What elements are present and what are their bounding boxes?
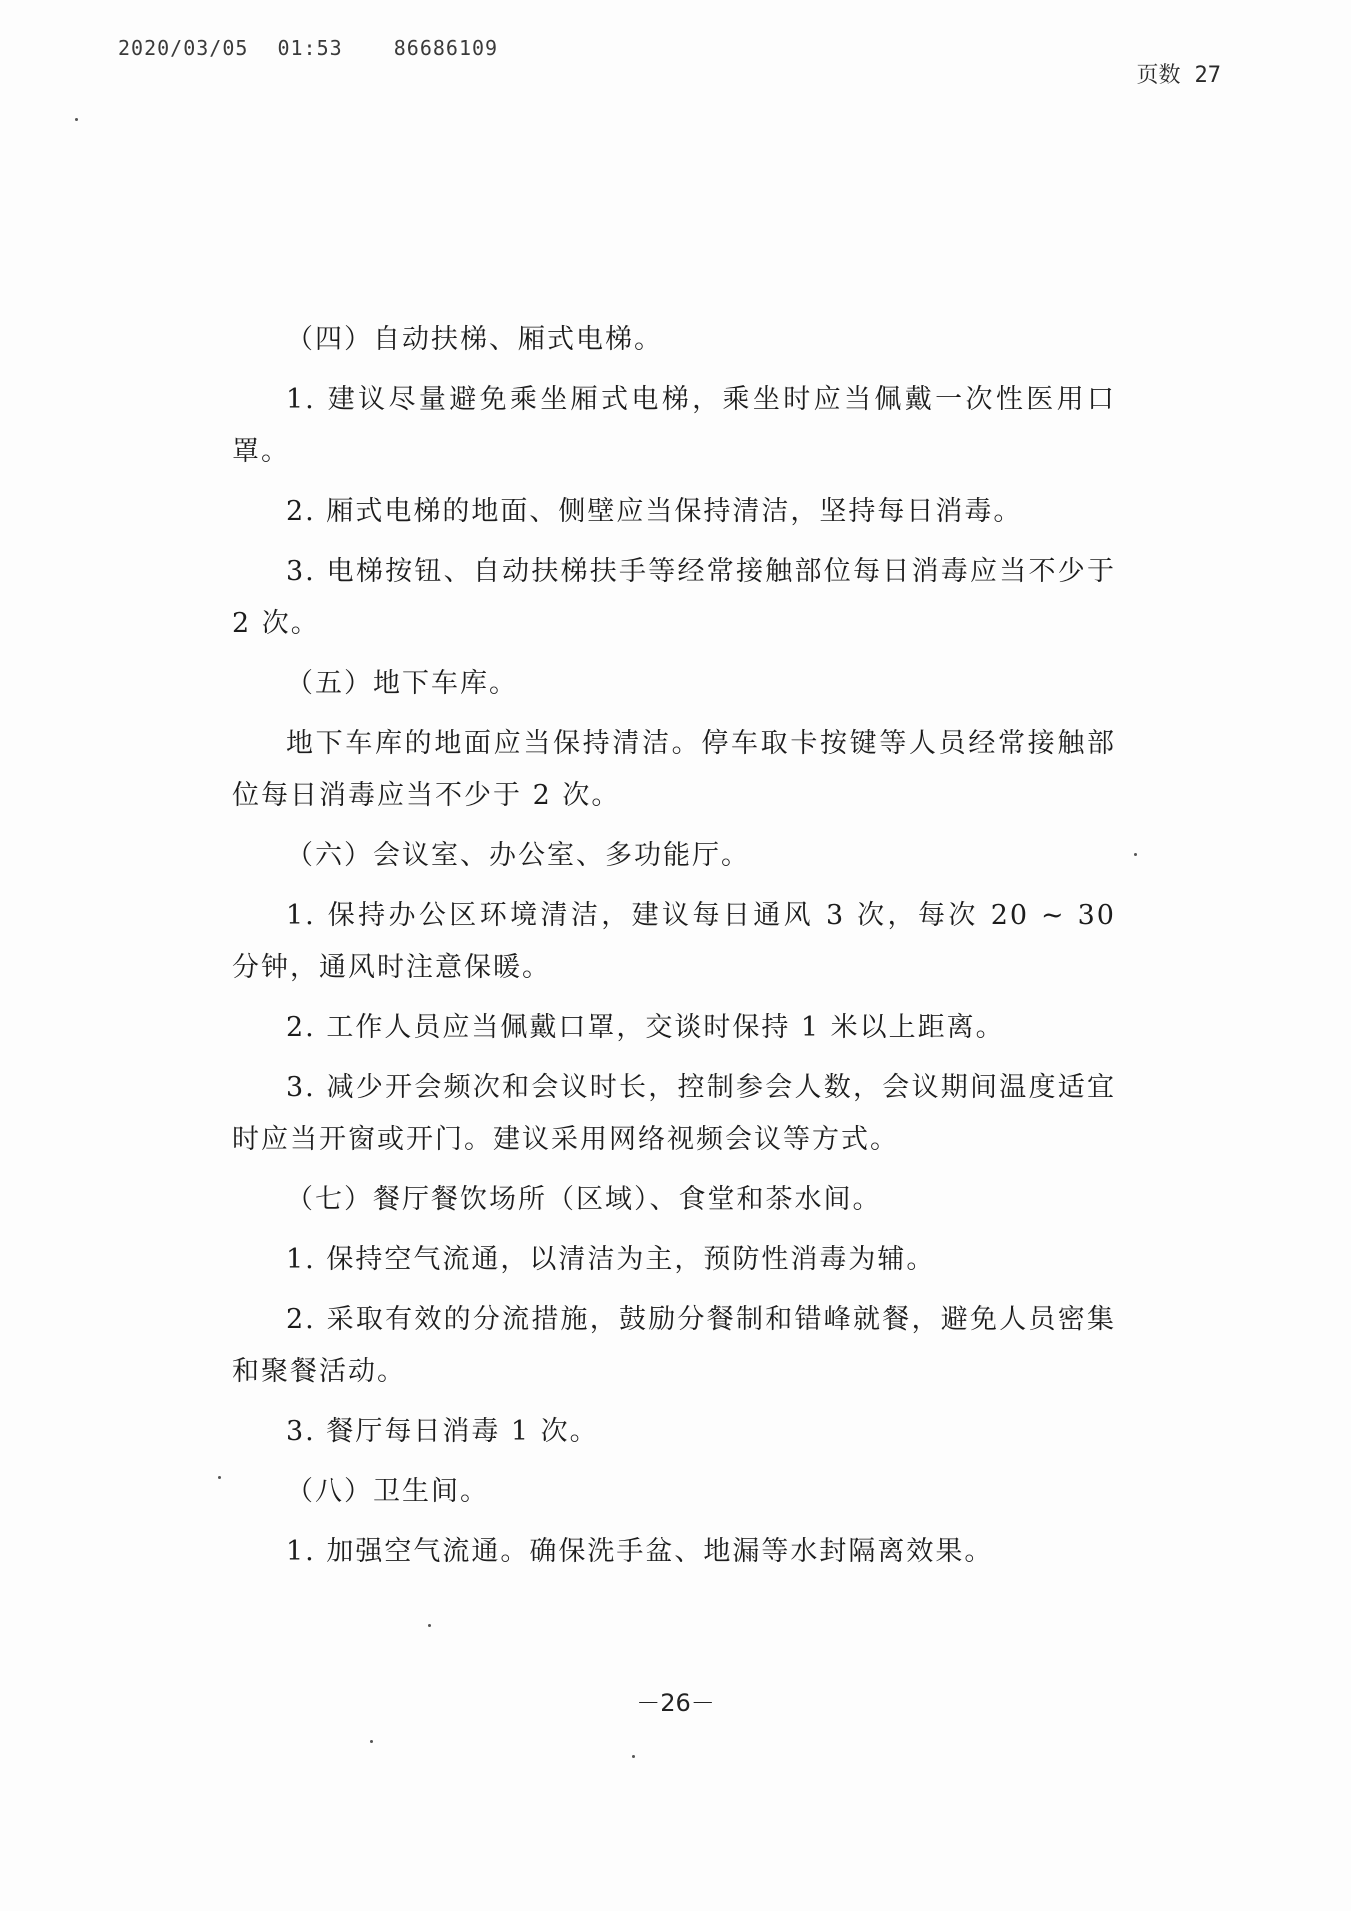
- section-heading-meeting-rooms: （六）会议室、办公室、多功能厅。: [286, 840, 750, 871]
- page-number-footer: －26－: [636, 1689, 715, 1717]
- page-count-value: 27: [1194, 63, 1221, 88]
- scan-speck: [218, 1476, 221, 1479]
- paragraph: 2. 厢式电梯的地面、侧壁应当保持清洁，坚持每日消毒。: [286, 496, 1023, 527]
- fax-date: 2020/03/05: [118, 36, 249, 60]
- scan-speck: [75, 118, 78, 121]
- paragraph: 1. 保持办公区环境清洁，建议每日通风 3 次，每次 20 ~ 30 分钟，通风时注意保暖。: [232, 900, 1116, 983]
- document-body: [232, 306, 1116, 1578]
- fax-number: 86686109: [393, 36, 499, 60]
- fax-time: 01:53: [277, 36, 343, 60]
- paragraph: 3. 餐厅每日消毒 1 次。: [286, 1416, 599, 1447]
- paragraph: 地下车库的地面应当保持清洁。停车取卡按键等人员经常接触部位每日消毒应当不少于 2 次。: [232, 728, 1116, 811]
- section-heading-escalators: （四）自动扶梯、厢式电梯。: [286, 324, 663, 355]
- page-count-label: 页数: [1136, 63, 1181, 88]
- paragraph: 3. 电梯按钮、自动扶梯扶手等经常接触部位每日消毒应当不少于 2 次。: [232, 556, 1116, 639]
- section-heading-restroom: （八）卫生间。: [286, 1476, 489, 1507]
- section-heading-dining: （七）餐厅餐饮场所（区域）、食堂和茶水间。: [286, 1184, 882, 1215]
- scan-speck: [632, 1755, 635, 1758]
- section-heading-garage: （五）地下车库。: [286, 668, 518, 699]
- fax-header: [118, 36, 498, 60]
- scan-speck: [428, 1624, 431, 1627]
- scan-speck: [1134, 853, 1137, 856]
- paragraph: 1. 保持空气流通，以清洁为主，预防性消毒为辅。: [286, 1244, 936, 1275]
- paragraph: 3. 减少开会频次和会议时长，控制参会人数，会议期间温度适宜时应当开窗或开门。建议采用网络视频会议等方式。: [232, 1072, 1116, 1155]
- paragraph: 1. 建议尽量避免乘坐厢式电梯，乘坐时应当佩戴一次性医用口罩。: [232, 384, 1116, 467]
- page-count: [1136, 58, 1221, 89]
- paragraph: 2. 工作人员应当佩戴口罩，交谈时保持 1 米以上距离。: [286, 1012, 1005, 1043]
- paragraph: 2. 采取有效的分流措施，鼓励分餐制和错峰就餐，避免人员密集和聚餐活动。: [232, 1304, 1116, 1387]
- paragraph: 1. 加强空气流通。确保洗手盆、地漏等水封隔离效果。: [286, 1536, 994, 1567]
- scan-speck: [370, 1740, 373, 1743]
